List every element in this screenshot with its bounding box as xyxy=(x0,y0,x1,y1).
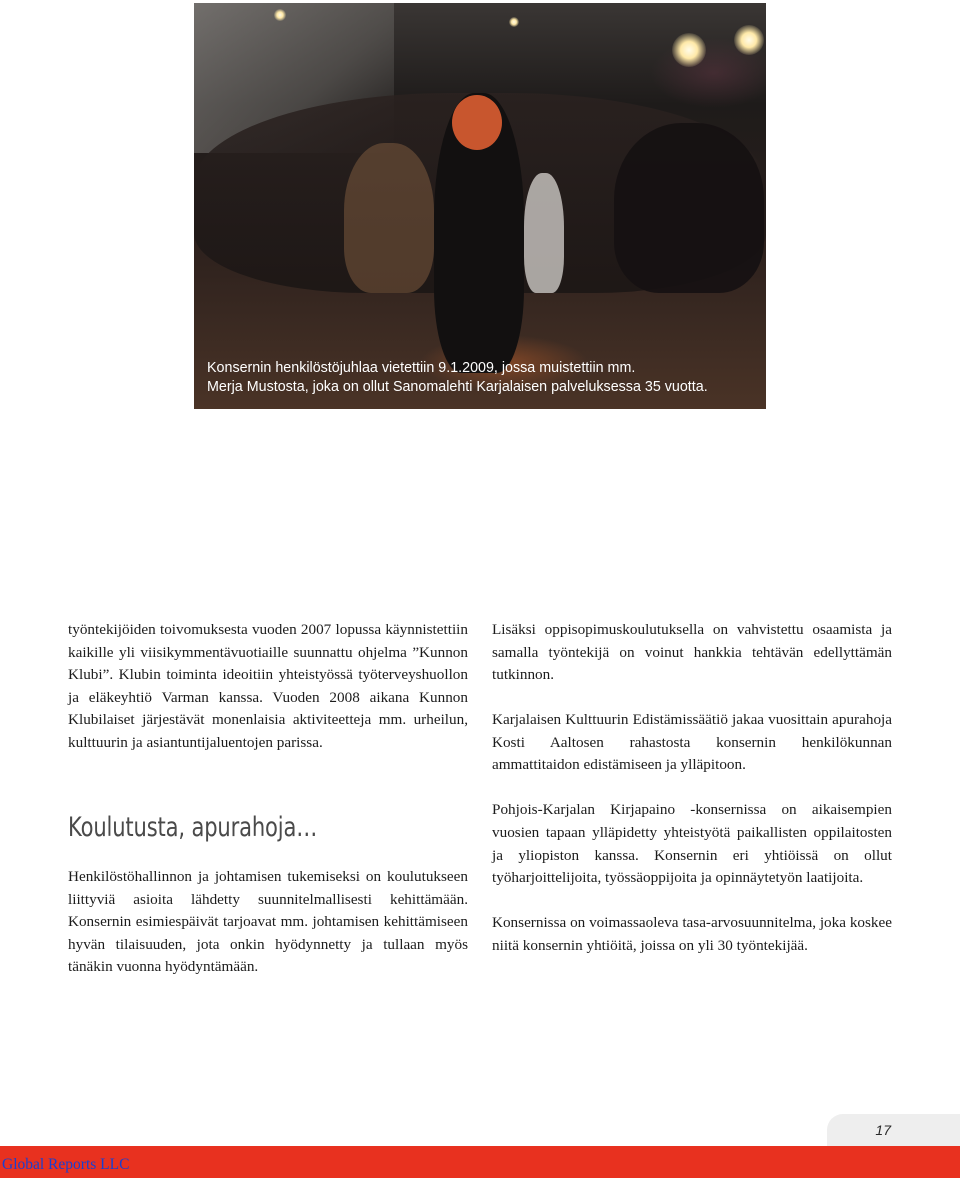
photo-light xyxy=(274,9,286,21)
footer-bar xyxy=(0,1146,960,1178)
photo-light xyxy=(672,33,706,67)
page-number: 17 xyxy=(875,1122,891,1138)
right-column xyxy=(492,619,892,957)
photo-crowd xyxy=(344,143,434,293)
photo-crowd xyxy=(614,123,764,293)
body-paragraph: Konsernissa on voimassaoleva tasa-arvosuunnitelma, joka koskee niitä konsernin yhtiöitä, joissa on yli 30 työntekijää. xyxy=(492,914,892,954)
body-paragraph: Lisäksi oppisopimuskoulutuksella on vahvistettu osaamista ja samalla työntekijä on voinut hankkia tehtävän edellyttämän tutkinnon. xyxy=(492,621,892,684)
body-paragraph: Pohjois-Karjalan Kirjapaino -konsernissa on aikaisempien vuosien tapaan ylläpidetty yhteistyötä paikallisten oppilaitosten ja yliopiston kanssa. Konsernin eri yhtiöissä on ollut työharjoittelijoita, työssäoppijoita ja opinnäytetyön laatijoita. xyxy=(492,801,892,887)
photo-crowd xyxy=(524,173,564,293)
page-number-tab xyxy=(827,1114,960,1146)
body-paragraph: työntekijöiden toivomuksesta vuoden 2007 lopussa käynnistettiin kaikille yli viisikymmentävuotiaille suunnattu ohjelma ”Kunnon Klubi”. Klubin toiminta ideoitiin yhteistyössä työterveyshuollon ja eläkeyhtiö Varman kanssa. Vuoden 2008 aikana Kunnon Klubilaiset järjestävät monenlaisia aktiviteetteja mm. urheilun, kulttuurin ja asiantuntijaluentojen parissa. xyxy=(68,621,468,751)
photo-light xyxy=(734,25,764,55)
photo-light xyxy=(509,17,519,27)
photo-caption xyxy=(207,359,758,397)
body-paragraph: Henkilöstöhallinnon ja johtamisen tukemiseksi on koulutukseen liittyviä asioita lähdetty suunnitelmallisesti kehittämään. Konsernin esimiespäivät tarjoavat mm. johtamisen kehittämiseen hyvän tilaisuuden, jota onkin hyödynnetty ja tullaan myös tänäkin vuonna hyödyntämään. xyxy=(68,868,468,976)
photo-caption-line: Konsernin henkilöstöjuhlaa vietettiin 9.1.2009, jossa muistettiin mm. xyxy=(207,360,636,376)
photo-caption-line: Merja Mustosta, joka on ollut Sanomalehti Karjalaisen palveluksessa 35 vuotta. xyxy=(207,379,708,395)
photo-crowd xyxy=(452,95,502,150)
section-heading: Koulutusta, apurahoja… xyxy=(68,812,318,843)
left-column xyxy=(68,619,468,755)
body-paragraph: Karjalaisen Kulttuurin Edistämissäätiö jakaa vuosittain apurahoja Kosti Aaltosen rahastosta konsernin henkilökunnan ammattitaidon edistämiseen ja ylläpitoon. xyxy=(492,711,892,774)
footer-brand: Global Reports LLC xyxy=(2,1156,130,1173)
event-photo xyxy=(194,3,766,409)
left-column-lower xyxy=(68,866,468,979)
